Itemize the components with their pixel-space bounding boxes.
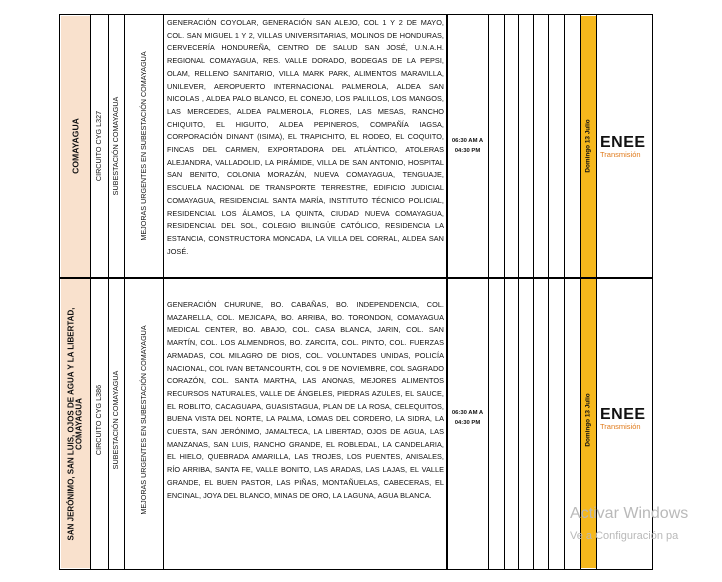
region-label: COMAYAGUA (70, 118, 81, 174)
logo-subtext: Transmisión (600, 422, 641, 431)
affected-areas-text: GENERACIÓN CHURUNE, BO. CABAÑAS, BO. INDEPENDENCIA, COL. MAZARELLA, COL. MEJICAPA, BO. ARRIBA, BO. TORONDON, COMAYAGUA MEDICAL CENTER, BO. ABAJO, COL. CASA BLANCA, JARIN, COL. SAN MARTÍN, COL. LOS ALMENDROS, BO. ZARCITA, COL. PINTO, COL. FUERZAS ARMADAS, COL MILAGRO DE DIOS, COL. VOLUNTADES UNIDAS, POLICÍA NACIONAL, COL IVAN BETANCOURTH, COL 9 DE NOVIEMBRE, COL SAGRADO CORAZÓN, COL. SANTA MARTHA, LAS ANONAS, MEJORES ALIMENTOS RECURSOS NATURALES, VALLE DE ÁNGELES, PIEDRAS AZULES, EL SAUCE, EL ROBLITO, CACAGUAPA, GUASISTAGUA, PLAN DE LA ROSA, CELEQUITOS, BUENA VISTA DEL NORTE, LA PALMA, LOMAS DEL CORDERO, LA SIDRA, LA CUESTA, SAN JERÓNIMO, JAMALTECA, LA LIBERTAD, OJOS DE AGUA, LAS MANZANAS, SAN LUIS, RANCHO GRANDE, EL ROBLEDAL, LA CANDELARIA, EL HIELO, QUEBRADA AMARILLA, LAS TROJES, LOS PUENTES, ANISALES, RÍO ARRIBA, SANTA FE, VALLE BONITO, LAS ARADAS, LAS LAJAS, EL VALLE GRANDE, EL BUEN PASTOR, LAS PIÑAS, MONTAÑUELAS, CABECERAS, EL ENCINAL, JOYA DEL BLANCO, MINAS DE ORO, LA LAGUNA, AGUA BLANCA. (167, 300, 444, 500)
enee-logo (600, 134, 646, 159)
logo-subtext: Transmisión (600, 150, 641, 159)
activation-watermark-title: Activar Windows (570, 505, 689, 522)
logo-text: ENEE (600, 134, 646, 151)
schedule-time (447, 408, 488, 428)
affected-areas-text: GENERACIÓN COYOLAR, GENERACIÓN SAN ALEJO, COL 1 Y 2 DE MAYO, COL. SAN MIGUEL 1 Y 2, VILLAS UNIVERSITARIAS, MOLINOS DE HONDURAS, CERVECERÍA HONDUREÑA, CENTRO DE SALUD SAN JOSÉ, U.N.A.H. REGIONAL COMAYAGUA, RES. VALLE DORADO, BODEGAS DE LA PEPSI, OLAM, RELLENO SANITARIO, VILLA MARK PARK, ALIMENTOS MARAVILLA, UNILEVER, AEROPUERTO INTERNACIONAL PALMEROLA, ALDEA SAN NICOLAS , ALDEA PALO BLANCO, EL CONEJO, LOS PALILLOS, LOS MANGOS, LAS MERCEDES, ALDEA PALMEROLA, FLORES, LAS MESAS, RANCHO CHIQUITO, EL HIGUITO, ALDEA PEPINEROS, COMPAÑÍA IAGSA, CORPORACIÓN DINANT (ISIMA), EL TRAPICHITO, EL RODEO, EL COQUITO, FINCAS DEL CARMEN, EXPORTADORA DEL ATLÁNTICO, ATOLERAS ALEJANDRA, VALLADOLID, LA PIRÁMIDE, VILLA DE SAN ANTONIO, HOSPITAL SAN BENITO, COLONIA MORAZÁN, NUEVA COMAYAGUA, TENGUAJE, ESCUELA NACIONAL DE TRANSPORTE TERRESTRE, EDIFICIO JUDICIAL COMAYAGUA, RESIDENCIAL SANTA MARÍA, INSTITUTO TÉCNICO POLICIAL, RESIDENCIAL LOS ÁLAMOS, LA QUINTA, CIUDAD NUEVA COMAYAGUA, RESIDENCIAL DEL SOL, COLEGIO BILINGÜE CATÓLICO, RESIDENCIA LA ESTANCIA, CONSTRUCTORA MONCADA, LA VILLA DEL CORRAL, ALDEA SAN JOSÉ. (167, 18, 444, 256)
work-label: MEJORAS URGENTES EN SUBESTACIÓN COMAYAGUA (139, 325, 149, 515)
col-line (488, 14, 489, 570)
circuit-label: CIRCUITO CYG L386 (94, 384, 104, 456)
date-label: Domingo 13 Julio (584, 393, 592, 447)
col-line (90, 14, 91, 570)
col-line (108, 14, 109, 570)
col-line (564, 14, 565, 570)
col-line (533, 14, 534, 570)
col-line (596, 14, 597, 570)
col-line (163, 14, 164, 570)
substation-label: SUBESTACIÓN COMAYAGUA (111, 370, 121, 470)
time-start: 06:30 AM A (451, 410, 484, 416)
col-line (518, 14, 519, 570)
col-line (504, 14, 505, 570)
date-label: Domingo 13 Julio (584, 119, 592, 173)
circuit-label: CIRCUITO CYG L327 (94, 110, 104, 182)
col-line (446, 14, 448, 570)
enee-logo (600, 406, 646, 431)
col-line (124, 14, 125, 570)
region-label: SAN JERÓNIMO, SAN LUIS, OJOS DE AGUA Y LA LIBERTAD, COMAYAGUA (66, 307, 84, 541)
schedule-time (447, 136, 488, 156)
activation-watermark-subtitle: Ve a Configuración pa (570, 530, 679, 542)
col-line (580, 14, 581, 570)
work-label: MEJORAS URGENTES EN SUBESTACIÓN COMAYAGUA (139, 51, 149, 241)
substation-label: SUBESTACIÓN COMAYAGUA (111, 96, 121, 196)
time-end: 04:30 PM (454, 148, 481, 154)
time-end: 04:30 PM (454, 420, 481, 426)
logo-text: ENEE (600, 406, 646, 423)
col-line (548, 14, 549, 570)
time-start: 06:30 AM A (451, 138, 484, 144)
